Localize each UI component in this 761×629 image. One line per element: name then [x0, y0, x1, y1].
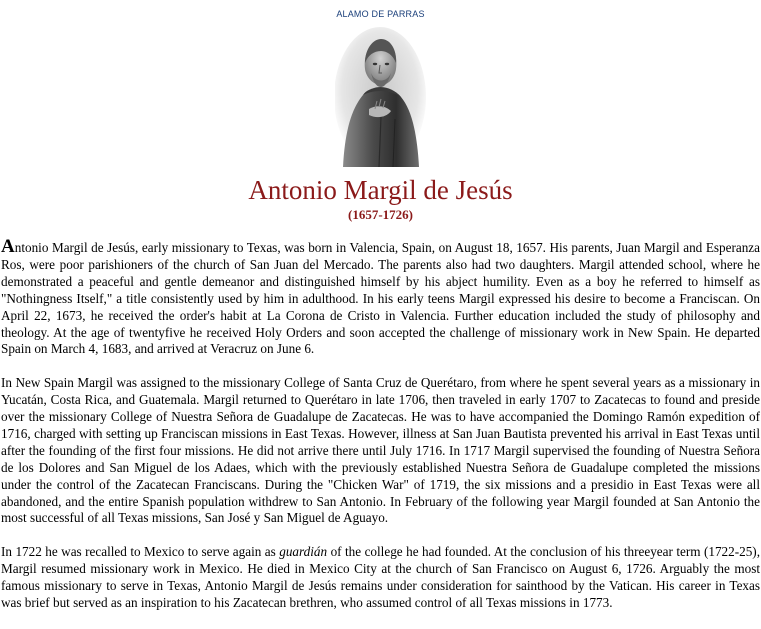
portrait-image [335, 27, 426, 167]
paragraph-3-text-before: In 1722 he was recalled to Mexico to serve again as [1, 544, 280, 560]
paragraph-3-text-after: of the college he had founded. At the conclusion of his threeyear term (1722-25), Margil resumed missionary work in Mexico. He died in Mexico City at the church of San Francisco on August 6, 1726. Arguably the most famous missionary to serve in Texas, Antonio Margil de Jesús remains under consideration for sainthood by the Vatican. His career in Texas was brief but served as an inspiration to his Zacatecan brethren, who assumed control of all Texas missions in 1773. [1, 544, 760, 610]
site-link-alamo-de-parras[interactable]: ALAMO DE PARRAS [336, 9, 425, 19]
article-body [1, 236, 760, 629]
franciscan-friar-portrait-icon [335, 27, 426, 167]
paragraph-3 [1, 544, 760, 612]
article-title: Antonio Margil de Jesús [248, 175, 513, 205]
drop-cap: A [1, 236, 15, 257]
article-dates: (1657-1726) [348, 207, 413, 222]
paragraph-1 [1, 236, 760, 358]
paragraph-3-italic-term: guardián [279, 544, 328, 560]
paragraph-2: In New Spain Margil was assigned to the missionary College of Santa Cruz de Querétaro, from where he spent several years as a missionary in Yucatán, Costa Rica, and Guatemala. Margil returned to Querétaro in late 1706, then traveled in early 1707 to Zacatecas to found and preside over the missionary College of Nuestra Señora de Guadalupe de Zacatecas. He was to have accompanied the Domingo Ramón expedition of 1716, charged with setting up Franciscan missions in East Texas. However, illness at San Juan Bautista prevented his arrival in East Texas until after the founding of the first four missions. He did not arrive there until July 1716. In 1717 Margil supervised the founding of Nuestra Señora de los Dolores and San Miguel de los Adaes, which with the previously established Nuestra Señora de Guadalupe completed the missions under the control of the Zacatecan Franciscans. During the "Chicken War" of 1719, the six missions and a presidio in East Texas were all abandoned, and the entire Spanish population withdrew to San Antonio. In February of the following year Margil founded at San Antonio the most successful of all Texas missions, San José y San Miguel de Aguayo. [1, 375, 760, 526]
paragraph-1-text: ntonio Margil de Jesús, early missionary to Texas, was born in Valencia, Spain, on August 18, 1657. His parents, Juan Margil and Esperanza Ros, were poor parishioners of the church of San Juan del Mercado. The parents also had two daughters. Margil attended school, where he demonstrated a peaceful and gentle demeanor and distinguished himself by his abject humility. Even as a boy he referred to himself as "Nothingness Itself," a title consistently used by him in adulthood. In his early teens Margil expressed his desire to become a Franciscan. On April 22, 1673, he received the order's habit at La Corona de Cristo in Valencia. Further education included the study of philosophy and theology. At the age of twentyfive he received Holy Orders and soon accepted the challenge of missionary work in New Spain. He departed Spain on March 4, 1683, and arrived at Veracruz on June 6. [1, 240, 760, 357]
